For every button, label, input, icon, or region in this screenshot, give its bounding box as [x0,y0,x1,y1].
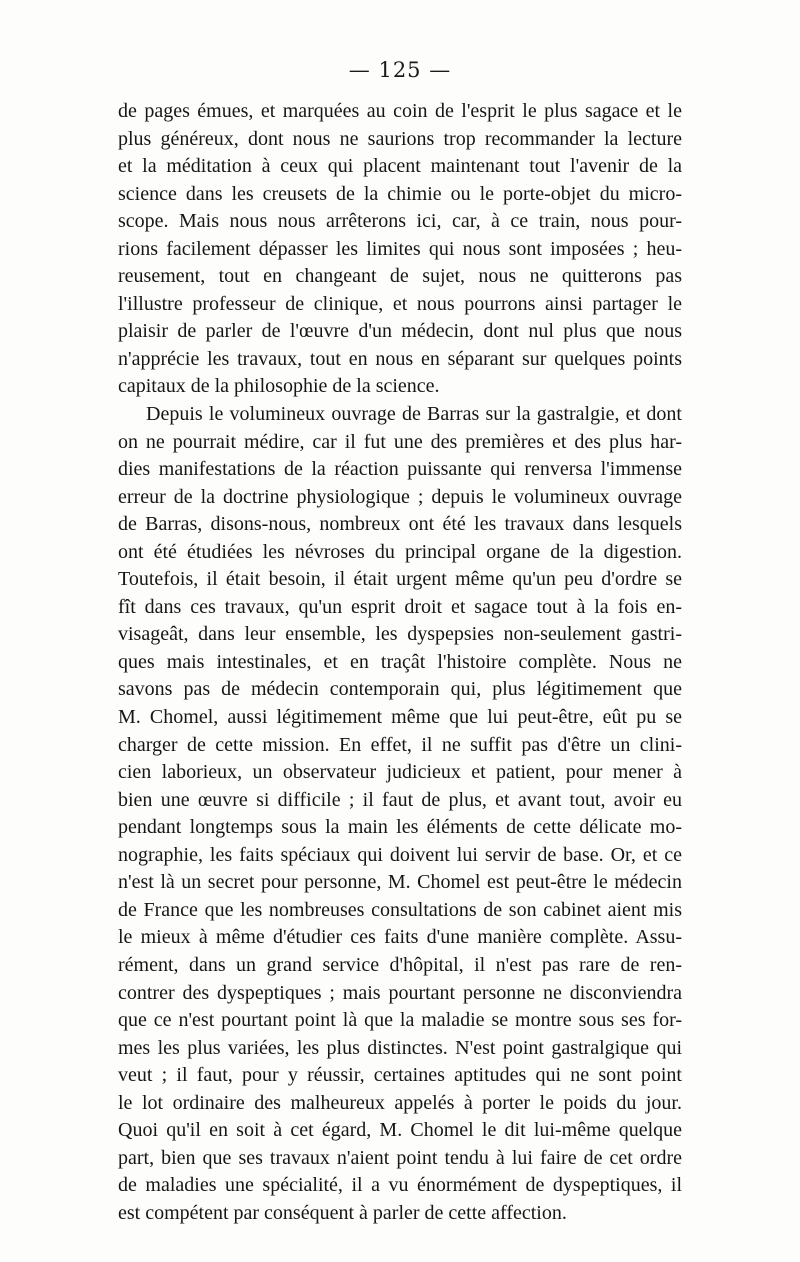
text-line: cien laborieux, un observateur judicieux et patient, pour mener à [118,761,682,784]
text-line: plus généreux, dont nous ne saurions trop recommander la lecture [118,127,682,150]
text-line: visageât, dans leur ensemble, les dyspepsies non-seulement gastri- [118,623,682,646]
text-line: n'est là un secret pour personne, M. Chomel est peut-être le médecin [118,871,682,894]
text-line: que ce n'est pourtant point là que la maladie se montre sous ses for- [118,1009,682,1032]
text-line: science dans les creusets de la chimie ou le porte-objet du micro- [118,182,682,205]
text-line: mes les plus variées, les plus distinctes. N'est point gastralgique qui [118,1036,682,1059]
text-line: rément, dans un grand service d'hôpital, il n'est pas rare de ren- [118,953,682,976]
text-line: bien une œuvre si difficile ; il faut de plus, et avant tout, avoir eu [118,788,682,811]
body-text [118,98,682,1227]
paragraph-2 [118,401,682,1227]
text-line: savons pas de médecin contemporain qui, plus légitimement que [118,678,682,701]
text-line: scope. Mais nous nous arrêterons ici, car, à ce train, nous pour- [118,210,682,233]
text-line: reusement, tout en changeant de sujet, nous ne quitterons pas [118,265,682,288]
text-line: part, bien que ses travaux n'aient point tendu à lui faire de cet ordre [118,1146,682,1169]
text-line: pendant longtemps sous la main les éléments de cette délicate mo- [118,816,682,839]
text-line: de Barras, disons-nous, nombreux ont été les travaux dans lesquels [118,513,682,536]
text-line: n'apprécie les travaux, tout en nous en séparant sur quelques points [118,347,682,370]
text-line: erreur de la doctrine physiologique ; depuis le volumineux ouvrage [118,485,682,508]
text-line: et la méditation à ceux qui placent maintenant tout l'avenir de la [118,155,682,178]
text-line: Quoi qu'il en soit à cet égard, M. Chomel le dit lui-même quelque [118,1119,682,1142]
text-line: Toutefois, il était besoin, il était urgent même qu'un peu d'ordre se [118,568,682,591]
text-line: est compétent par conséquent à parler de cette affection. [118,1201,567,1224]
text-line: fît dans ces travaux, qu'un esprit droit et sagace tout à la fois en- [118,595,682,618]
text-line: nographie, les faits spéciaux qui doivent lui servir de base. Or, et ce [118,843,682,866]
text-line: l'illustre professeur de clinique, et nous pourrons ainsi partager le [118,292,682,315]
text-line: plaisir de parler de l'œuvre d'un médecin, dont nul plus que nous [118,320,682,343]
text-line: ont été étudiées les névroses du principal organe de la digestion. [118,540,682,563]
paragraph-1 [118,98,682,401]
text-line: de maladies une spécialité, il a vu énormément de dyspeptiques, il [118,1174,682,1197]
text-line: contrer des dyspeptiques ; mais pourtant personne ne disconviendra [118,981,682,1004]
text-line: dies manifestations de la réaction puissante qui renversa l'immense [118,458,682,481]
text-line: charger de cette mission. En effet, il ne suffit pas d'être un clini- [118,733,682,756]
page-number: — 125 — [348,58,452,82]
text-line: le mieux à même d'étudier ces faits d'une manière complète. Assu- [118,926,682,949]
text-line: capitaux de la philosophie de la science. [118,375,440,398]
text-line: de France que les nombreuses consultations de son cabinet aient mis [118,898,682,921]
text-line: le lot ordinaire des malheureux appelés à porter le poids du jour. [118,1091,682,1114]
text-line: Depuis le volumineux ouvrage de Barras sur la gastralgie, et dont [146,403,682,426]
text-line: veut ; il faut, pour y réussir, certaines aptitudes qui ne sont point [118,1064,682,1087]
text-line: on ne pourrait médire, car il fut une des premières et des plus har- [118,430,682,453]
text-line: de pages émues, et marquées au coin de l'esprit le plus sagace et le [118,100,682,122]
text-line: M. Chomel, aussi légitimement même que lui peut-être, eût pu se [118,706,682,729]
text-line: ques mais intestinales, et en traçât l'histoire complète. Nous ne [118,650,682,673]
text-line: rions facilement dépasser les limites qui nous sont imposées ; heu- [118,237,682,260]
